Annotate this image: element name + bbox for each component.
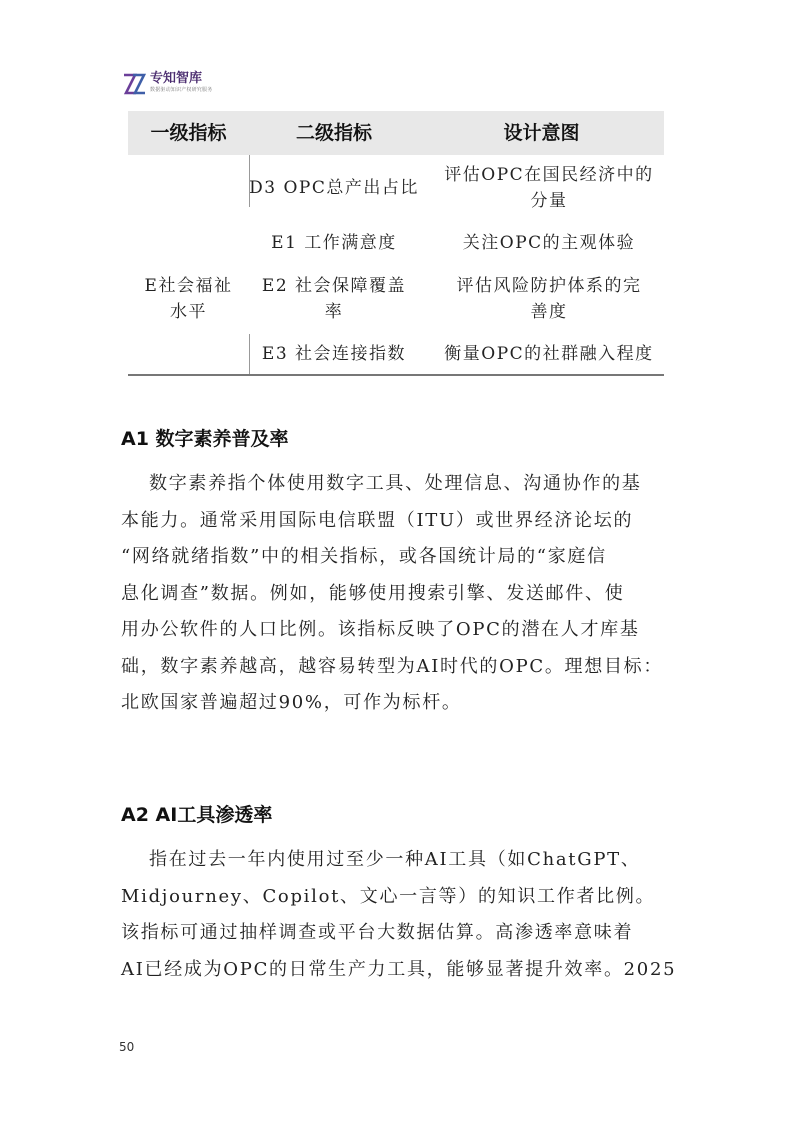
cell-d3-intent-line2: 分量 <box>530 191 568 211</box>
cell-e2-intent-line2: 善度 <box>530 302 568 322</box>
cell-e2-intent-line1: 评估风险防护体系的完 <box>456 276 642 296</box>
cell-e2-indicator <box>249 273 419 325</box>
cell-d3-intent-line1: 评估OPC在国民经济中的 <box>444 165 654 185</box>
zhuanzhi-logo-icon <box>122 72 146 96</box>
a2-line-3: 该指标可通过抽样调查或平台大数据估算。高渗透率意味着 <box>121 922 634 943</box>
cell-d3-indicator: D3 OPC总产出占比 <box>249 178 419 198</box>
cell-e3-intent: 衡量OPC的社群融入程度 <box>444 344 654 364</box>
logo-subtitle: 数据驱动知识产权研究服务 <box>150 87 213 93</box>
cell-e3-indicator: E3 社会连接指数 <box>261 344 407 364</box>
header-level1: 一级指标 <box>150 122 227 144</box>
cell-e2-indicator-line2: 率 <box>324 302 344 322</box>
header-intent: 设计意图 <box>503 122 580 144</box>
a2-line-1: 指在过去一年内使用过至少一种AI工具（如ChatGPT、 <box>149 849 641 870</box>
cell-e2-indicator-line1: E2 社会保障覆盖 <box>261 276 407 296</box>
a1-line-1: 数字素养指个体使用数字工具、处理信息、沟通协作的基 <box>149 473 642 494</box>
a1-line-3: “网络就绪指数”中的相关指标，或各国统计局的“家庭信 <box>121 546 607 567</box>
a1-line-2: 本能力。通常采用国际电信联盟（ITU）或世界经济论坛的 <box>121 509 634 531</box>
cell-e-level1-line1: E社会福祉 <box>144 276 233 296</box>
logo-title: 专知智库 <box>150 71 203 86</box>
cell-e2-intent <box>419 273 679 325</box>
cell-e-level1 <box>128 273 249 325</box>
indicator-table <box>128 111 664 376</box>
cell-e1-indicator: E1 工作满意度 <box>271 233 397 253</box>
a1-line-4: 息化调查”数据。例如，能够使用搜索引擎、发送邮件、使 <box>121 582 625 604</box>
section-a1-body <box>121 466 681 722</box>
header-level2: 二级指标 <box>295 122 372 144</box>
a1-line-6: 础，数字素养越高，越容易转型为AI时代的OPC。理想目标： <box>121 655 664 677</box>
brand-logo <box>122 72 212 96</box>
a2-line-2: Midjourney、Copilot、文心一言等）的知识工作者比例。 <box>121 885 656 907</box>
table-header <box>128 111 664 155</box>
section-a2-heading: A2 AI工具渗透率 <box>121 804 273 826</box>
a1-line-5: 用办公软件的人口比例。该指标反映了OPC的潜在人才库基 <box>121 619 640 640</box>
section-a2-body <box>121 842 681 988</box>
table-bottom-rule <box>128 374 664 376</box>
cell-d3-intent <box>419 162 679 214</box>
cell-e1-intent: 关注OPC的主观体验 <box>462 233 636 253</box>
a2-line-4: AI已经成为OPC的日常生产力工具，能够显著提升效率。2025 <box>121 958 677 980</box>
a1-line-7: 北欧国家普遍超过90%，可作为标杆。 <box>121 692 462 713</box>
cell-e-level1-line2: 水平 <box>170 302 207 322</box>
page-number: 50 <box>119 1040 135 1054</box>
section-a1-heading: A1 数字素养普及率 <box>121 428 289 450</box>
